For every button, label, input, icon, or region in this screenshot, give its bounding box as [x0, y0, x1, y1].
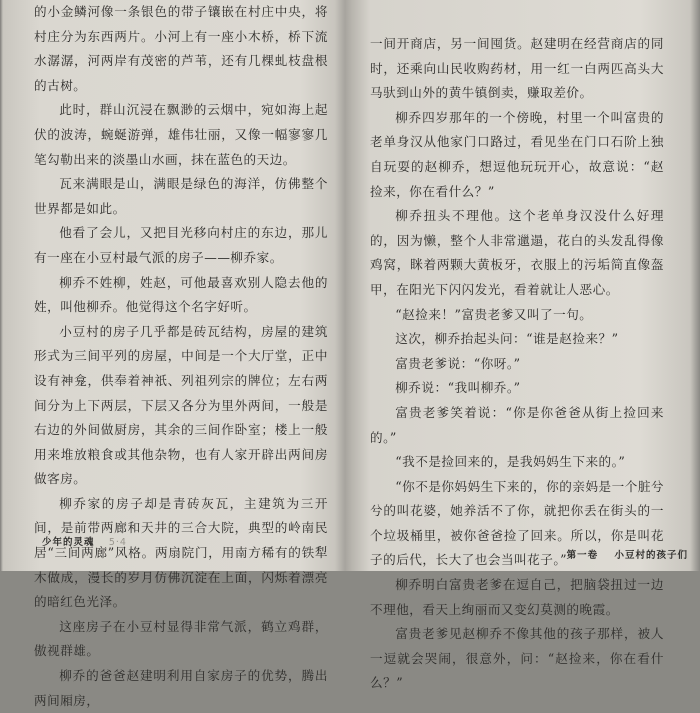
paragraph: 富贵老爹见赵柳乔不像其他的孩子那样，被人一逗就会哭闹，很意外，问：“赵捡来，你在看什么？” [370, 626, 664, 691]
right-page-footer [567, 547, 688, 561]
left-page [10, 0, 340, 708]
left-page-text [10, 0, 340, 713]
right-page [356, 0, 692, 691]
paragraph: 柳乔明白富贵老爹在逗自己，把脑袋扭过一边不理他，看天上绚丽而又变幻莫测的晚霞。 [370, 577, 664, 617]
page-number: 5·4 [108, 537, 127, 548]
paragraph: 他看了会儿，又把目光移向村庄的东边，那儿有一座在小豆村最气派的房子——柳乔家。 [34, 225, 328, 265]
paragraph: 柳乔的爸爸赵建明利用自家房子的优势，腾出两间厢房， [34, 668, 328, 708]
paragraph: 的小金鳞河像一条银色的带子镶嵌在村庄中央，将村庄分为东西两片。小河上有一座小木桥，桥下流水潺潺，河两岸有茂密的芦苇，还有几棵虬枝盘根的古树。 [34, 4, 328, 93]
book-title-footer: 少年的灵魂 [42, 537, 95, 548]
paragraph: 柳乔不姓柳，姓赵，可他最喜欢别人隐去他的姓，叫他柳乔。他觉得这个名字好听。 [34, 274, 328, 315]
paragraph: “你不是你妈妈生下来的，你的亲妈是一个脏兮兮的叫花婆，她养活不了你，就把你丢在街头的一个垃圾桶里，被你爸爸捡了回来。所以，你是叫花子的后代，长大了也会当叫花子。” [370, 478, 665, 568]
paragraph: 这次，柳乔抬起头问：“谁是赵捡来？” [395, 331, 619, 347]
paragraph: 小豆村的房子几乎都是砖瓦结构，房屋的建筑形式为三间平列的房屋，中间是一个大厅堂，正中设有神龛，供奉着神祇、列祖列宗的牌位；左右两间分为上下两层，下层又各分为里外两间，一般是右边的外间做厨房，其余的三间作卧室；楼上一般用来堆放粮食或其他杂物，也有人家开辟出两间房做客房。 [34, 323, 328, 487]
paragraph: 此时，群山沉浸在飘渺的云烟中，宛如海上起伏的波涛，蜿蜒游弹，雄伟壮丽，又像一幅寥寥几笔勾勒出来的淡墨山水画，抹在蓝色的天边。 [34, 102, 328, 167]
paragraph: 柳乔扭头不理他。这个老单身汉没什么好理的，因为懒，整个人非常邋遢，花白的头发乱得像鸡窝，眯着两颗大黄板牙，衣服上的污垢简直像盔甲，在阳光下闪闪发光，看着就让人恶心。 [370, 208, 664, 297]
paragraph: 柳乔家的房子却是青砖灰瓦，主建筑为三开间，是前带两廊和天井的三合大院，典型的岭南民居“三间两廊”风格。两扇院门，用南方稀有的铁犁木做成，漫长的岁月仿佛沉淀在上面，闪烁着漂亮的暗红色光泽。 [34, 495, 328, 610]
chapter-label: 第一卷 [566, 550, 599, 561]
paragraph: 瓦来满眼是山，满眼是绿色的海洋，仿佛整个世界都是如此。 [34, 176, 328, 216]
paragraph: “赵捡来！”富贵老爹又叫了一句。 [395, 306, 593, 322]
chapter-title-footer: 小豆村的孩子们 [614, 550, 688, 561]
paragraph: 这座房子在小豆村显得非常气派，鹤立鸡群，傲视群雄。 [34, 618, 328, 659]
paragraph: 一间开商店，另一间囤货。赵建明在经营商店的同时，还乘向山民收购药材，用一红一白两匹高头大马驮到山外的黄牛镇倒卖，赚取差价。 [370, 36, 664, 101]
paragraph: “我不是捡回来的，是我妈妈生下来的。” [395, 454, 626, 470]
paragraph: 柳乔四岁那年的一个傍晚，村里一个叫富贵的老单身汉从他家门口路过，看见坐在门口石阶上独自玩耍的赵柳乔，想逗他玩玩开心，故意说：“赵捡来，你在看什么？” [370, 109, 664, 199]
paragraph: 富贵老爹笑着说：“你是你爸爸从街上捡回来的。” [370, 404, 664, 445]
paragraph: 富贵老爹说：“你呀。” [395, 355, 521, 371]
left-page-footer [42, 534, 127, 548]
right-page-text [356, 32, 692, 696]
paragraph: 柳乔说：“我叫柳乔。” [395, 380, 521, 396]
